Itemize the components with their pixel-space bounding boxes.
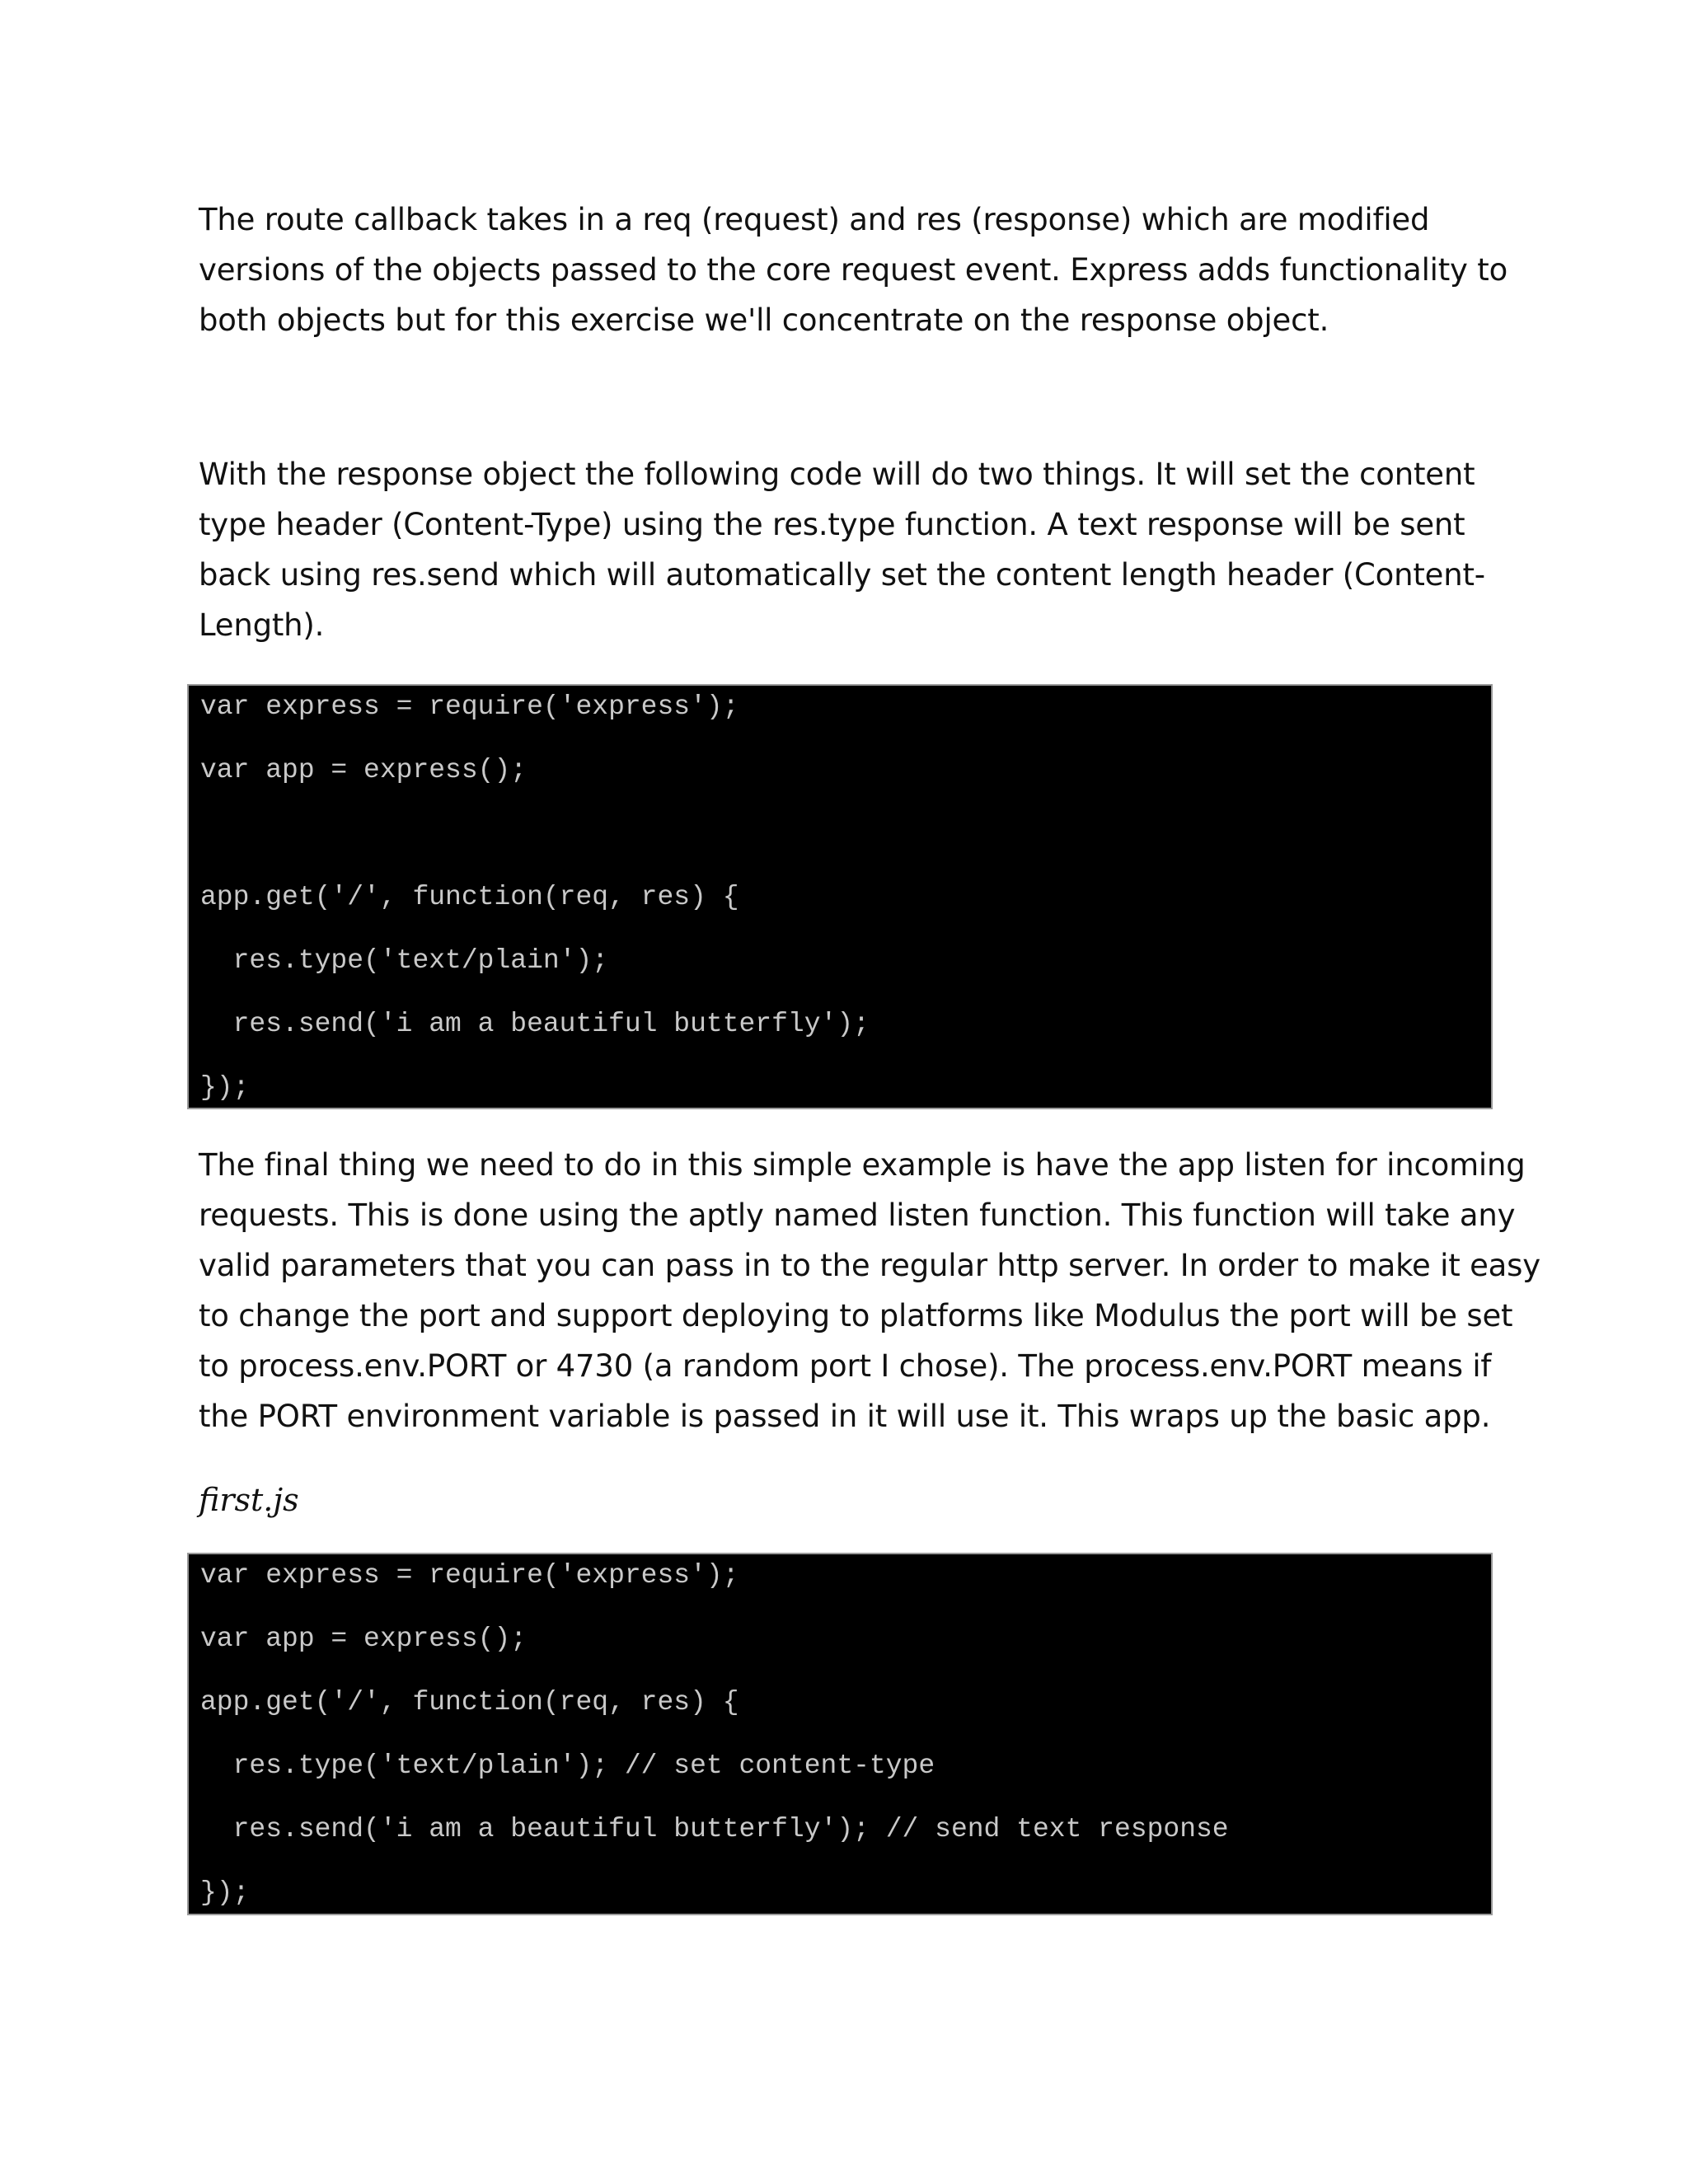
code-block-first <box>187 684 1493 1109</box>
code-line: app.get('/', function(req, res) { <box>200 1687 739 1718</box>
paragraph-line: With the response object the following code will do two things. It will set the content <box>199 457 1475 492</box>
code-block-second <box>187 1553 1493 1915</box>
code-line: app.get('/', function(req, res) { <box>200 882 739 912</box>
code-line: var express = require('express'); <box>200 1560 739 1591</box>
code-line: var app = express(); <box>200 1624 528 1654</box>
paragraph-line: to change the port and support deploying to platforms like Modulus the port will be set <box>199 1298 1513 1333</box>
paragraph-line: the PORT environment variable is passed in it will use it. This wraps up the basic app. <box>199 1399 1491 1434</box>
code-line: }); <box>200 1072 250 1103</box>
paragraph-line: to process.env.PORT or 4730 (a random port I chose). The process.env.PORT means if <box>199 1348 1492 1384</box>
paragraph-line: requests. This is done using the aptly named listen function. This function will take any <box>199 1197 1516 1233</box>
intro-paragraph <box>199 194 1508 345</box>
paragraph-line: valid parameters that you can pass in to the regular http server. In order to make it easy <box>199 1248 1540 1283</box>
code-line: res.type('text/plain'); <box>200 945 609 976</box>
code-line: res.type('text/plain'); // set content-type <box>200 1750 935 1781</box>
paragraph-line: Length). <box>199 607 325 643</box>
paragraph-line: both objects but for this exercise we'll concentrate on the response object. <box>199 302 1329 338</box>
paragraph-line: back using res.send which will automatically set the content length header (Content- <box>199 557 1485 593</box>
code-line: res.send('i am a beautiful butterfly'); // send text response <box>200 1814 1229 1844</box>
response-paragraph <box>199 449 1501 650</box>
paragraph-line: versions of the objects passed to the core request event. Express adds functionality to <box>199 252 1508 288</box>
code-line: }); <box>200 1877 250 1908</box>
listen-paragraph <box>199 1140 1540 1441</box>
paragraph-line: The route callback takes in a req (request) and res (response) which are modified <box>199 202 1430 237</box>
code-line: var app = express(); <box>200 755 528 785</box>
paragraph-line: type header (Content-Type) using the res.type function. A text response will be sent <box>199 507 1465 542</box>
file-caption: first.js <box>199 1482 299 1518</box>
code-line: res.send('i am a beautiful butterfly'); <box>200 1009 870 1039</box>
paragraph-line: The final thing we need to do in this simple example is have the app listen for incoming <box>199 1147 1526 1183</box>
code-line: var express = require('express'); <box>200 691 739 722</box>
